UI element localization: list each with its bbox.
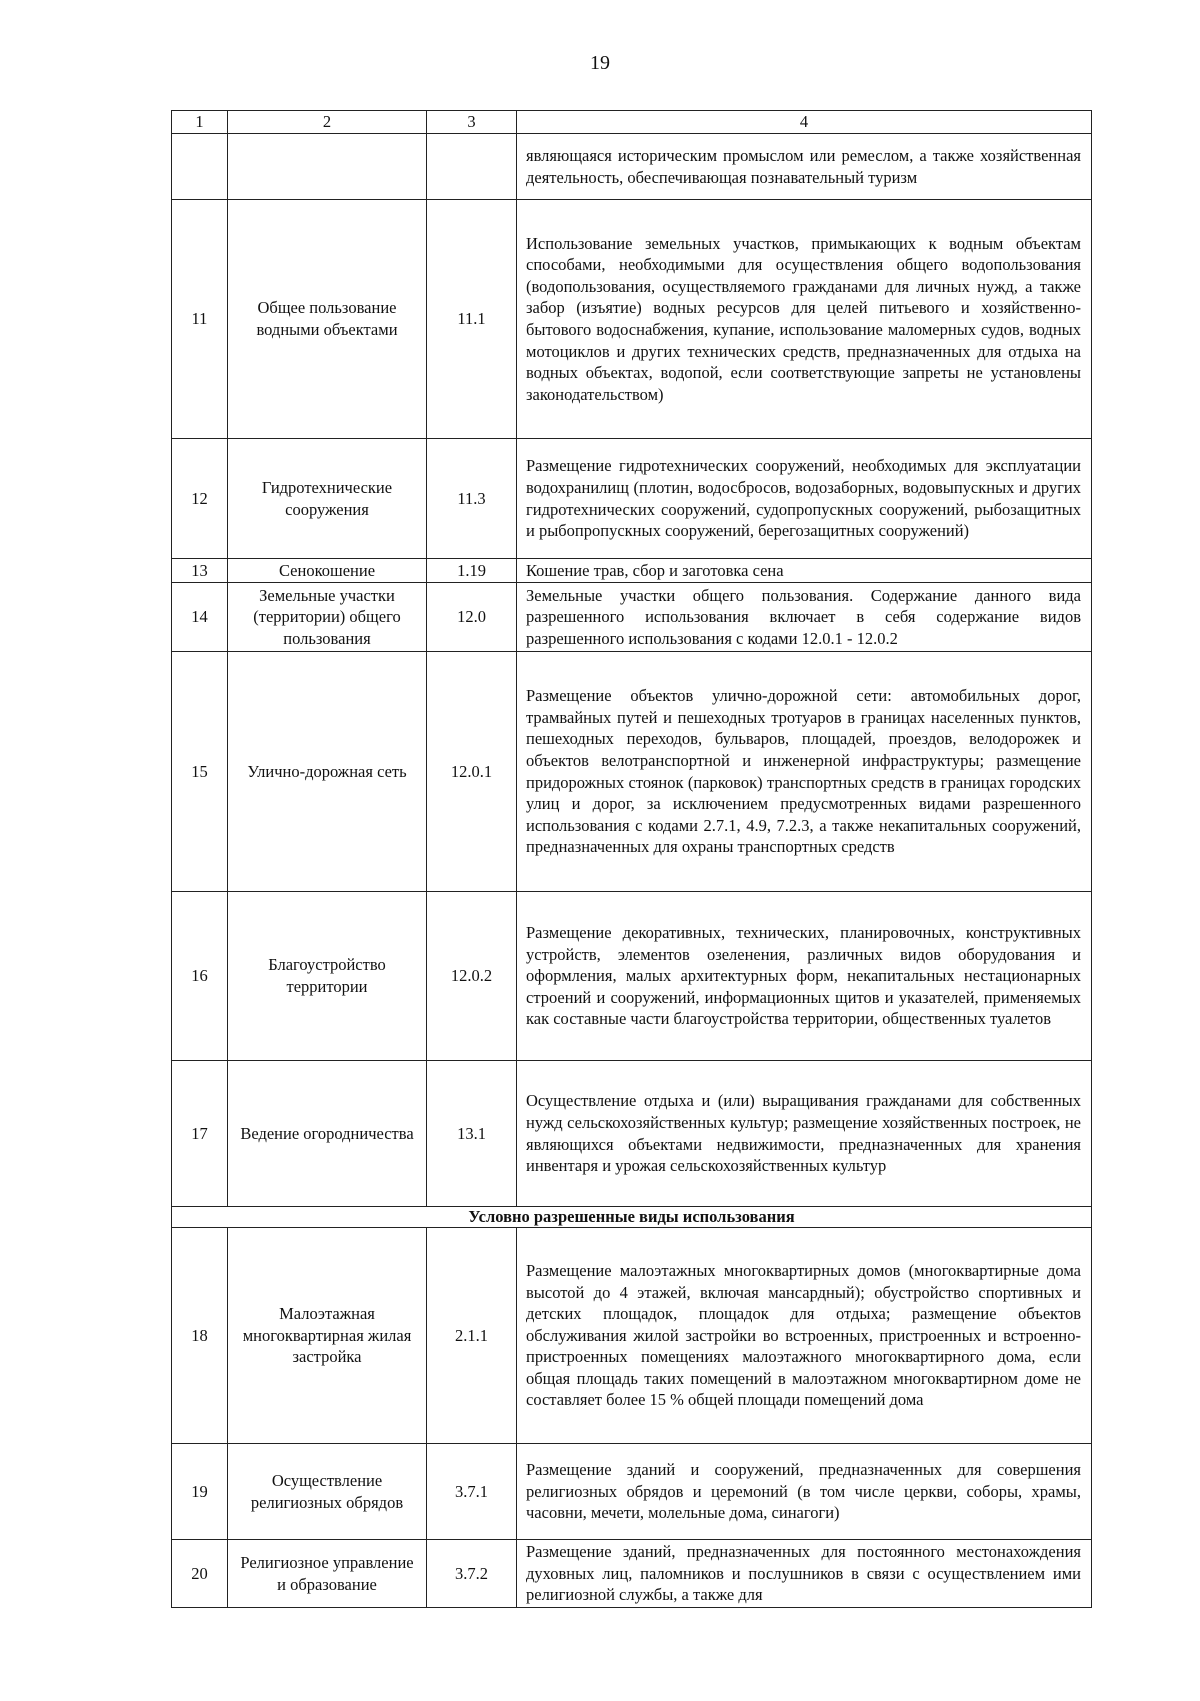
row-number: 11 [172,200,228,439]
use-type-code: 12.0 [427,583,517,652]
row-number: 18 [172,1228,228,1444]
row-number: 16 [172,892,228,1061]
use-type-description: Размещение декоративных, технических, планировочных, конструктивных устройств, элементов озеленения, различных видов оборудования и оформления, малых архитектурных форм, некапитальных нестационарных строений и сооружений, информационных щитов и указателей, применяемых как составные части благоустройства территории, общественных туалетов [517,892,1092,1061]
table-row [172,1061,1092,1207]
table-row [172,1228,1092,1444]
use-type-code: 3.7.1 [427,1444,517,1540]
use-type-description: Размещение малоэтажных многоквартирных домов (многоквартирные дома высотой до 4 этажей, включая мансардный); обустройство спортивных и детских площадок, площадок для отдыха; размещение объектов обслуживания жилой застройки во встроенных, пристроенных и встроенно-пристроенных помещениях малоэтажного многоквартирного дома, если общая площадь таких помещений в малоэтажном многоквартирном доме не составляет более 15 % общей площади помещений дома [517,1228,1092,1444]
row-number: 15 [172,652,228,892]
use-type-name: Малоэтажная многоквартирная жилая застройка [228,1228,427,1444]
use-type-description: Использование земельных участков, примыкающих к водным объектам способами, необходимыми для осуществления общего водопользования (водопользования, осуществляемого гражданами для личных нужд, а также забор (изъятие) водных ресурсов для целей питьевого и хозяйственно-бытового водоснабжения, купание, использование маломерных судов, водных мотоциклов и других технических средств, предназначенных для отдыха на водных объектах, водопой, если соответствующие запреты не установлены законодательством) [517,200,1092,439]
table-row [172,439,1092,559]
use-type-code: 11.3 [427,439,517,559]
column-header-1: 1 [172,111,228,134]
use-type-code: 3.7.2 [427,1540,517,1608]
use-type-name: Осуществление религиозных обрядов [228,1444,427,1540]
row-number: 12 [172,439,228,559]
use-type-description: Размещение зданий, предназначенных для постоянного местонахождения духовных лиц, паломников и послушников в связи с осуществлением ими религиозной службы, а также для [517,1540,1092,1608]
table-row [172,559,1092,583]
use-type-name: Земельные участки (территории) общего пользования [228,583,427,652]
use-type-name: Ведение огородничества [228,1061,427,1207]
use-type-code: 1.19 [427,559,517,583]
use-type-name: Благоустройство территории [228,892,427,1061]
use-type-description: являющаяся историческим промыслом или ремеслом, а также хозяйственная деятельность, обеспечивающая познавательный туризм [517,134,1092,200]
row-number: 17 [172,1061,228,1207]
use-type-description: Размещение объектов улично-дорожной сети: автомобильных дорог, трамвайных путей и пешеходных тротуаров в границах населенных пунктов, пешеходных переходов, бульваров, площадей, проездов, велодорожек и объектов велотранспортной и инженерной инфраструктуры; размещение придорожных стоянок (парковок) транспортных средств в границах городских улиц и дорог, за исключением предусмотренных видами разрешенного использования с кодами 2.7.1, 4.9, 7.2.3, а также некапитальных сооружений, предназначенных для охраны транспортных средств [517,652,1092,892]
use-type-name: Общее пользование водными объектами [228,200,427,439]
use-type-code: 11.1 [427,200,517,439]
use-type-name: Сенокошение [228,559,427,583]
row-number: 13 [172,559,228,583]
row-number: 19 [172,1444,228,1540]
table-row [172,200,1092,439]
table-row [172,652,1092,892]
use-type-description: Кошение трав, сбор и заготовка сена [517,559,1092,583]
use-type-description: Размещение гидротехнических сооружений, необходимых для эксплуатации водохранилищ (плотин, водосбросов, водозаборных, водовыпускных и других гидротехнических сооружений, судопропускных сооружений, рыбозащитных и рыбопропускных сооружений, берегозащитных сооружений) [517,439,1092,559]
section-header-row [172,1207,1092,1228]
use-type-name [228,134,427,200]
use-type-description: Размещение зданий и сооружений, предназначенных для совершения религиозных обрядов и церемоний (в том числе церкви, соборы, храмы, часовни, мечети, молельные дома, синагоги) [517,1444,1092,1540]
use-type-code: 12.0.1 [427,652,517,892]
column-header-4: 4 [517,111,1092,134]
use-type-name: Улично-дорожная сеть [228,652,427,892]
table-row [172,1540,1092,1608]
use-type-code: 13.1 [427,1061,517,1207]
use-type-code: 12.0.2 [427,892,517,1061]
use-type-code [427,134,517,200]
column-header-2: 2 [228,111,427,134]
table-row [172,1444,1092,1540]
row-number: 20 [172,1540,228,1608]
use-type-description: Осуществление отдыха и (или) выращивания гражданами для собственных нужд сельскохозяйственных культур; размещение хозяйственных построек, не являющихся объектами недвижимости, предназначенных для хранения инвентаря и урожая сельскохозяйственных культур [517,1061,1092,1207]
table-row [172,583,1092,652]
table-row [172,134,1092,200]
use-type-name: Гидротехнические сооружения [228,439,427,559]
table-header-row [172,111,1092,134]
use-type-name: Религиозное управление и образование [228,1540,427,1608]
column-header-3: 3 [427,111,517,134]
row-number: 14 [172,583,228,652]
land-use-table [171,110,1092,1608]
use-type-code: 2.1.1 [427,1228,517,1444]
table-row [172,892,1092,1061]
section-title: Условно разрешенные виды использования [172,1207,1092,1228]
page-number: 19 [590,52,610,74]
row-number [172,134,228,200]
use-type-description: Земельные участки общего пользования. Содержание данного вида разрешенного использования включает в себя содержание видов разрешенного использования с кодами 12.0.1 - 12.0.2 [517,583,1092,652]
